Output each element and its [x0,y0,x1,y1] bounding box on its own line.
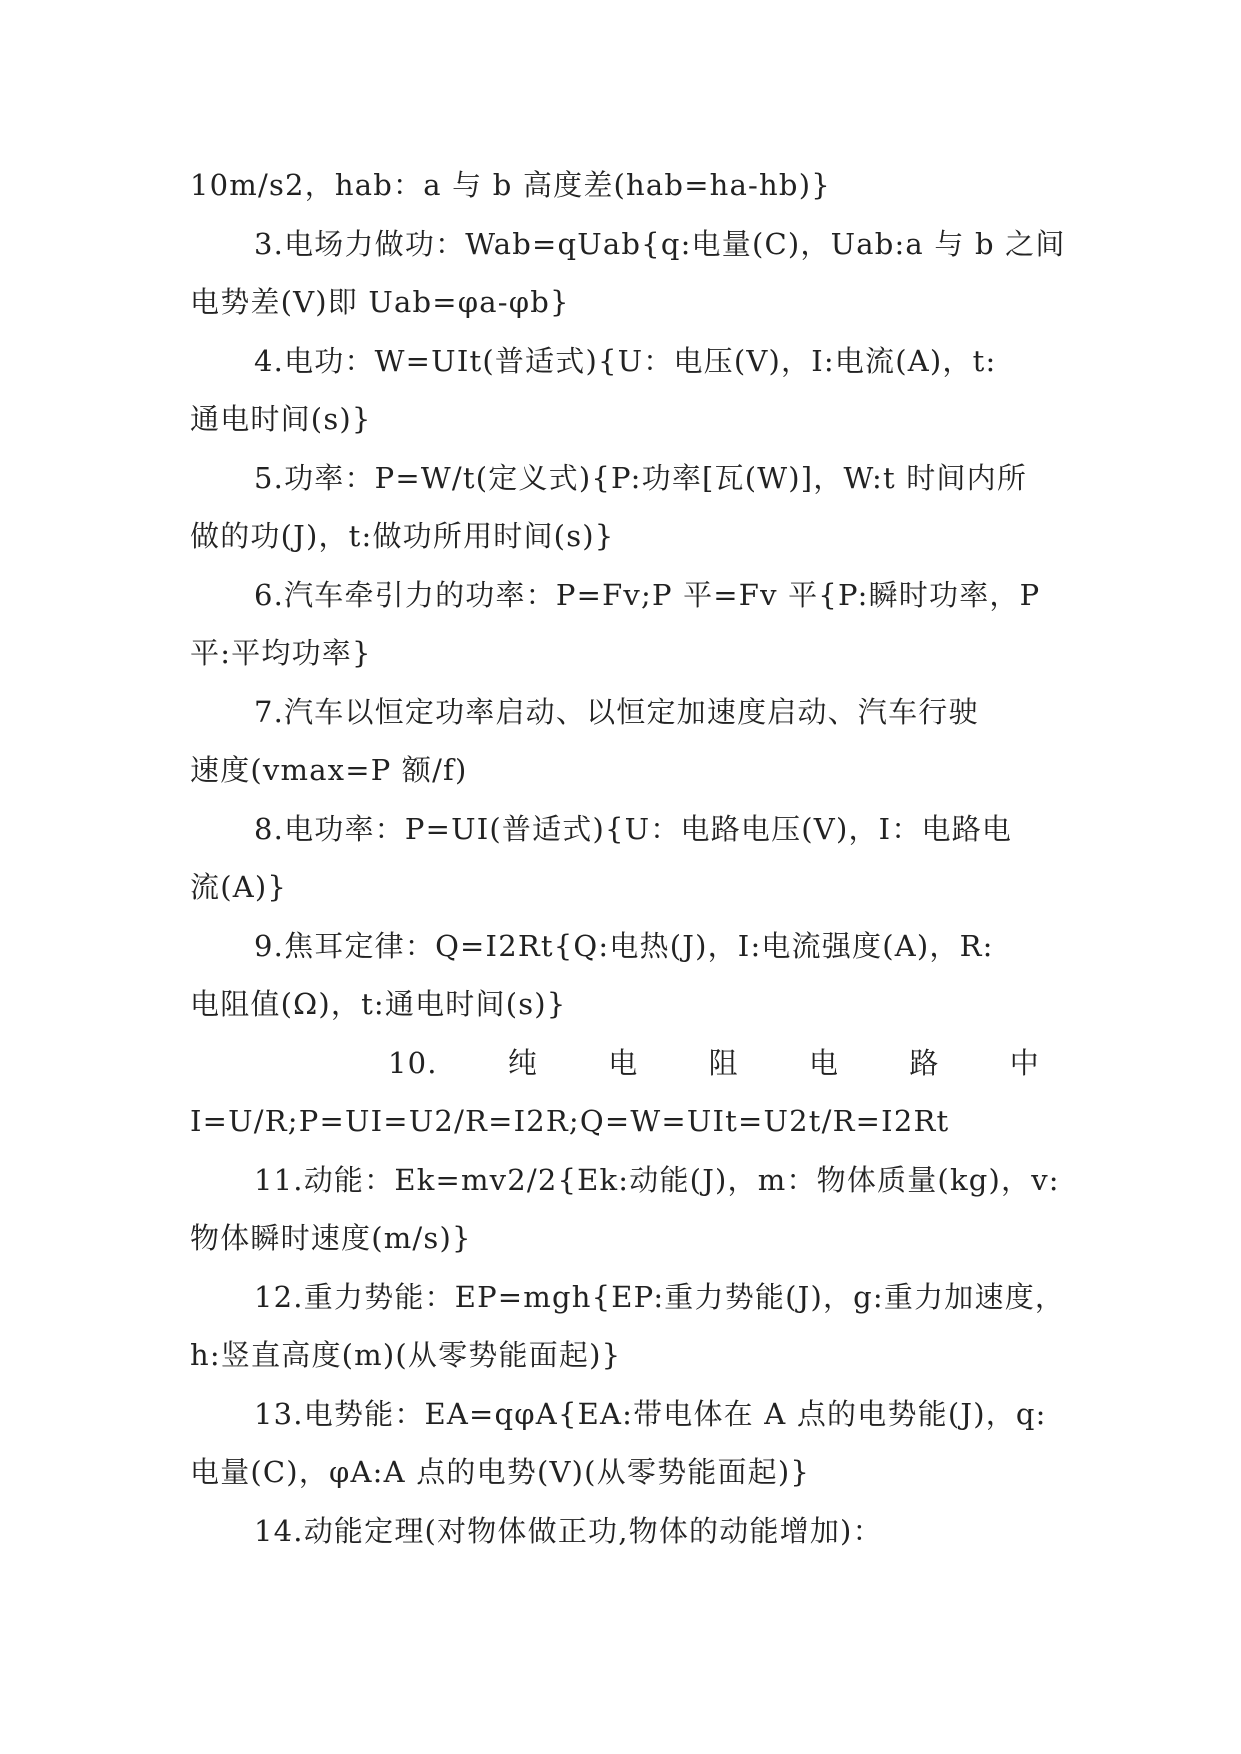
text-line: 做的功(J)，t:做功所用时间(s)} [190,519,615,553]
spaced-word: 中 [1009,1045,1040,1080]
text-line: 电势差(V)即 Uab=φa-φb} [190,285,570,319]
text-line: 8.电功率：P=UI(普适式){U：电路电压(V)，I：电路电 [254,811,1013,846]
spaced-word: 路 [909,1045,940,1080]
text-line: 14.动能定理(对物体做正功,物体的动能增加)： [254,1513,883,1548]
text-line: 10m/s2，hab：a 与 b 高度差(hab=ha-hb)} [190,168,831,202]
text-line: 3.电场力做功：Wab=qUab{q:电量(C)，Uab:a 与 b 之间 [254,226,1066,261]
text-line: 电阻值(Ω)，t:通电时间(s)} [190,987,567,1021]
text-line: 平:平均功率} [190,636,372,670]
text-line: 9.焦耳定律：Q=I2Rt{Q:电热(J)，I:电流强度(A)，R: [254,928,994,963]
text-line: 5.功率：P=W/t(定义式){P:功率[瓦(W)]，W:t 时间内所 [254,460,1028,495]
spaced-word: 阻 [708,1045,739,1080]
text-line: 速度(vmax=P 额/f) [190,753,468,787]
text-line: 6.汽车牵引力的功率：P=Fv;P 平=Fv 平{P:瞬时功率，P [254,577,1041,612]
justified-heading-line [190,1034,1040,1093]
text-line: 流(A)} [190,870,288,904]
spaced-word: 电 [608,1045,639,1080]
text-line: 物体瞬时速度(m/s)} [190,1221,472,1255]
document-body [190,156,1066,1560]
text-line: 通电时间(s)} [190,402,372,436]
text-line: 12.重力势能：EP=mgh{EP:重力势能(J)，g:重力加速度， [254,1279,1066,1314]
text-line: I=U/R;P=UI=U2/R=I2R;Q=W=UIt=U2t/R=I2Rt [190,1104,950,1138]
spaced-word: 电 [809,1045,840,1080]
text-line: 7.汽车以恒定功率启动、以恒定加速度启动、汽车行驶 [254,694,979,729]
text-line: 电量(C)，φA:A 点的电势(V)(从零势能面起)} [190,1455,811,1489]
text-line: 4.电功：W=UIt(普适式){U：电压(V)，I:电流(A)，t: [254,343,997,378]
text-line: 11.动能：Ek=mv2/2{Ek:动能(J)，m：物体质量(kg)，v: [254,1162,1060,1197]
text-line: h:竖直高度(m)(从零势能面起)} [190,1338,622,1372]
text-line: 13.电势能：EA=qφA{EA:带电体在 A 点的电势能(J)，q: [254,1396,1047,1431]
spaced-word: 纯 [507,1045,539,1080]
spaced-word: 10. [388,1045,438,1080]
